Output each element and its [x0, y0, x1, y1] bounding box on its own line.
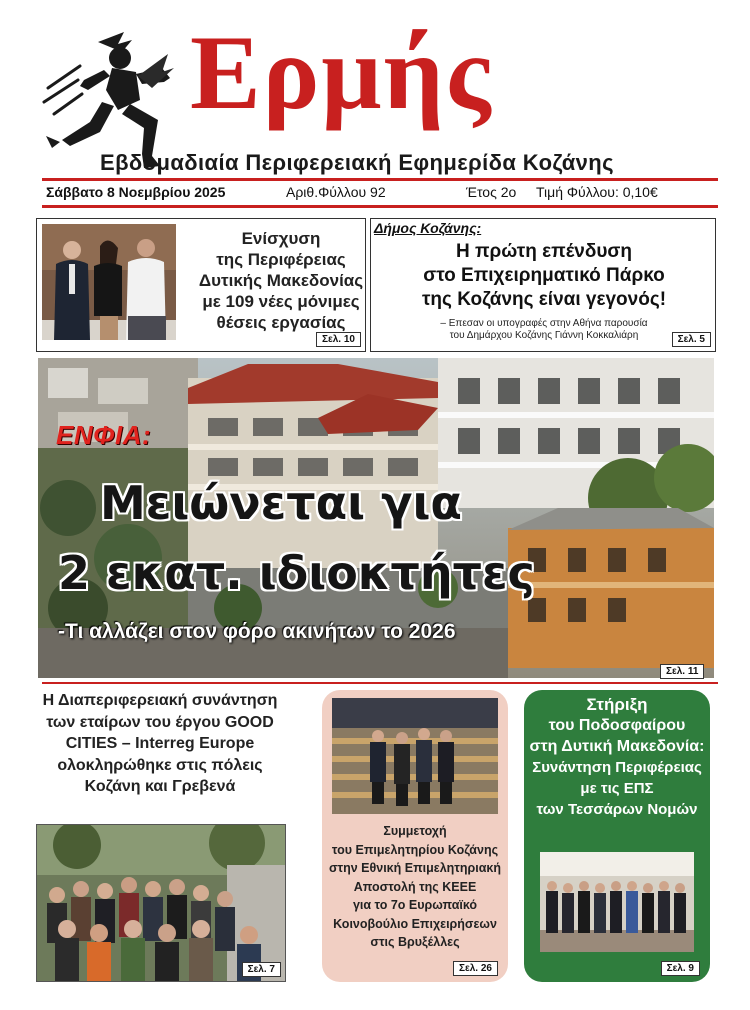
officials-photo	[42, 224, 176, 340]
business-park-note	[372, 318, 716, 342]
newspaper-subtitle: Εβδομαδιαία Περιφερειακή Εφημερίδα Κοζάνης	[100, 150, 614, 175]
headline-line: της Κοζάνης είναι γεγονός!	[421, 289, 667, 310]
text-line: Στήριξη	[586, 695, 648, 714]
headline-line: θέσεις εργασίας	[216, 313, 346, 332]
issue-price: Τιμή Φύλλου: 0,10€	[536, 184, 658, 200]
text-line: για το 7ο Ευρωπαϊκό	[352, 898, 478, 912]
note-line: – Επεσαν οι υπογραφές στην Αθήνα παρουσία	[440, 318, 648, 329]
info-bar-rule	[42, 205, 718, 208]
text-line: στις Βρυξέλλες	[370, 935, 460, 949]
newspaper-logo: Ερμής	[190, 14, 493, 131]
headline-good-cities	[38, 690, 282, 798]
masthead-rule	[42, 178, 718, 181]
good-cities-article[interactable]	[36, 824, 286, 982]
text-line: στην Εθνική Επιμελητηριακή	[328, 861, 502, 875]
page-reference: Σελ. 10	[316, 332, 361, 347]
headline-line: στο Επιχειρηματικό Πάρκο	[423, 265, 665, 286]
text-line: Αποστολή της ΚΕΕΕ	[353, 879, 477, 894]
text-line: στη Δυτική Μακεδονία:	[529, 738, 705, 755]
hero-title-line-2: 2 εκατ. ιδιοκτήτες	[58, 546, 535, 600]
page-reference: Σελ. 7	[242, 962, 281, 977]
football-meeting-photo	[540, 852, 694, 952]
text-line: Συμμετοχή	[383, 824, 447, 838]
headline-regional-jobs	[186, 228, 376, 333]
hero-title-line-1: Μειώνεται για	[100, 476, 462, 530]
section-label-municipality: Δήμος Κοζάνης:	[374, 220, 482, 236]
headline-line: της Περιφέρειας	[216, 250, 346, 269]
headline-business-park	[372, 240, 716, 312]
issue-number: Αριθ.Φύλλου 92	[286, 184, 386, 200]
issue-date: Σάββατο 8 Νοεμβρίου 2025	[46, 184, 226, 200]
text-line: των Τεσσάρων Νομών	[536, 801, 698, 818]
text-line: του Επιμελητηρίου Κοζάνης	[331, 842, 499, 857]
football-support-text	[528, 694, 706, 820]
page-reference: Σελ. 5	[672, 332, 711, 347]
info-bar	[42, 182, 718, 204]
parliament-photo	[332, 698, 498, 814]
headline-line: με 109 νέες μόνιμες	[202, 292, 360, 311]
hero-subtitle: -Τι αλλάζει στον φόρο ακινήτων το 2026	[58, 620, 456, 643]
headline-line: Κοζάνη και Γρεβενά	[84, 778, 236, 795]
headline-line: Η Διαπεριφερειακή συνάντηση	[42, 692, 278, 709]
hero-section-label: ΕΝΦΙΑ:	[56, 420, 152, 450]
headline-line: CITIES – Interreg Europe	[65, 735, 255, 752]
headline-line: Δυτικής Μακεδονίας	[198, 271, 364, 290]
group-photo	[37, 825, 285, 981]
text-line: Συνάντηση Περιφέρειας	[532, 759, 702, 776]
page-reference: Σελ. 9	[661, 961, 700, 976]
issue-year: Έτος 2ο	[466, 184, 517, 200]
headline-line: Η πρώτη επένδυση	[455, 241, 633, 262]
note-line: του Δημάρχου Κοζάνης Γιάννη Κοκκαλιάρη	[449, 330, 639, 341]
text-line: Κοινοβούλιο Επιχειρήσεων	[333, 916, 497, 931]
headline-line: ολοκληρώθηκε στις πόλεις	[57, 756, 263, 774]
text-line: του Ποδοσφαίρου	[548, 717, 686, 734]
headline-line: Ενίσχυση	[241, 229, 321, 248]
page-reference: Σελ. 11	[660, 664, 704, 679]
section-rule	[42, 682, 718, 684]
chamber-brussels-text	[325, 822, 505, 952]
page-reference: Σελ. 26	[453, 961, 498, 976]
headline-line: των εταίρων του έργου GOOD	[46, 713, 274, 731]
text-line: με τις ΕΠΣ	[580, 780, 654, 797]
